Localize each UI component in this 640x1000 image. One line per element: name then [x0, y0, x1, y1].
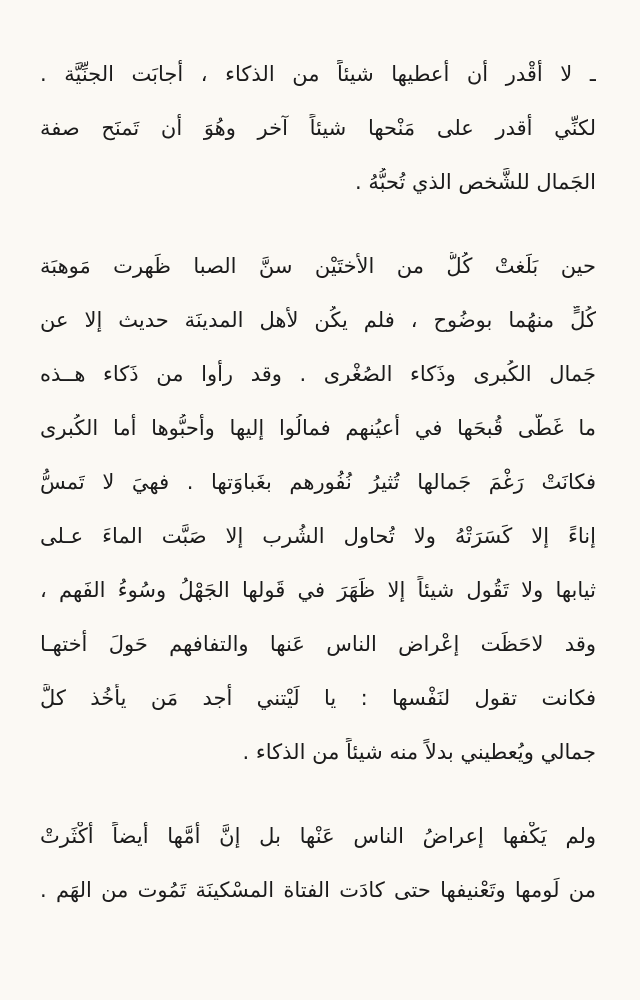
text-line: جمالي ويُعطيني بدلاً منه شيئاً من الذكاء . — [242, 740, 596, 764]
text-line: من لَومها وتَعْنيفها حتى كادَت الفتاة المسْكينَة تَمُوت من الهَم . — [40, 878, 596, 902]
text-line: ما غَطَّى قُبحَها في أَعيُنهم فمالُوا إليها وأَحبُّوها أما الكُبرى — [40, 416, 596, 440]
text-line: كُلٍّ منهُما بوضُوح ، فلم يكُن لأَهل المدينَة حديث إلا عن — [40, 308, 596, 332]
paragraph-fairy-reply — [40, 60, 596, 196]
paragraph-sisters — [40, 252, 596, 766]
text-line: فكانَتْ رَغْمَ جَمالها تُثيرُ نُفُورهم بغَباوَتها . فهيَ لا تَمسُّ — [40, 470, 596, 494]
paragraph-spacer — [40, 222, 596, 252]
paragraph-spacer — [40, 792, 596, 822]
text-line: جَمال الكُبرى وذَكاء الصُغْرى . وقد رأَوا من ذَكاء هــذه — [40, 362, 596, 386]
text-line: وقد لاحَظَت إعْراض الناس عَنها والتفافهم حَولَ أُختهـا — [40, 632, 596, 656]
text-line: ثيابها ولا تَقُول شيئاً إلا ظَهَرَ في قَولها الجَهْلُ وسُوءُ الفَهم ، — [40, 578, 596, 602]
text-line: ـ لا أَقْدر أن أُعطيها شيئاً من الذكاء ، أَجابَت الجنِّيَّة . — [40, 62, 596, 86]
text-line: لكنِّي أَقدر على مَنْحها شيئاً آخر وهُوَ أن تَمنَح صفة — [40, 116, 596, 140]
text-line: الجَمال للشَّخص الذي تُحبُّهُ . — [354, 170, 596, 194]
text-line: فكانت تقول لنَفْسها : يا لَيْتني أَجد مَن يأْخُذ كلَّ — [40, 686, 596, 710]
text-line: حين بَلَغتْ كُلُّ من الأُختَيْن سنَّ الصبا ظَهرت مَوهبَة — [40, 254, 596, 278]
text-line: إناءً إلا كَسَرَتْهُ ولا تُحاول الشُرب إلا صَبَّت الماءَ عـلى — [40, 524, 596, 548]
text-line: ولم يَكْفها إعراضُ الناس عَنْها بل إنَّ أُمَّها أيضاً أَكْثَرتْ — [40, 824, 596, 848]
paragraph-mother — [40, 822, 596, 904]
